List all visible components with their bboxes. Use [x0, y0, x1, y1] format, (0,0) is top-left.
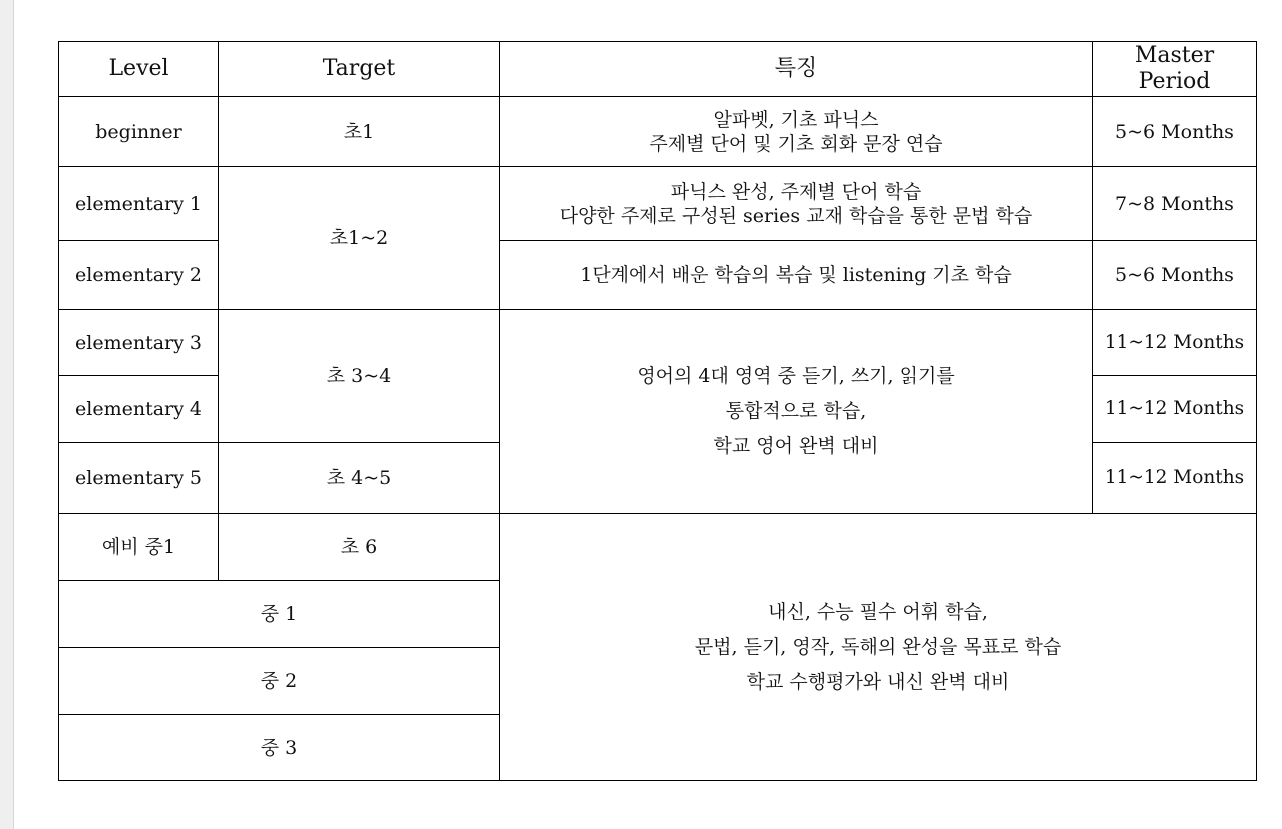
- feature-middle-line3: 학교 수행평가와 내신 완벽 대비: [746, 670, 1010, 693]
- header-level: Level: [59, 42, 219, 97]
- cell-feature-elementary-3-5: [500, 310, 1093, 514]
- cell-level-middle-3: 중 3: [59, 715, 500, 781]
- cell-period-elementary-4: 11~12 Months: [1093, 376, 1257, 443]
- header-period-line2: Period: [1138, 69, 1211, 94]
- table-row-beginner: [59, 97, 1257, 167]
- document-page: [14, 0, 1282, 829]
- feature-middle-line1: 내신, 수능 필수 어휘 학습,: [768, 600, 988, 623]
- cell-period-elementary-5: 11~12 Months: [1093, 443, 1257, 514]
- cell-level-beginner: beginner: [59, 97, 219, 167]
- cell-level-elementary-2: elementary 2: [59, 241, 219, 310]
- table-row-pre-middle-1: [59, 514, 1257, 581]
- cell-period-elementary-1: 7~8 Months: [1093, 167, 1257, 241]
- cell-level-elementary-1: elementary 1: [59, 167, 219, 241]
- cell-level-middle-2: 중 2: [59, 648, 500, 715]
- curriculum-table: [58, 41, 1257, 781]
- header-feature: 특징: [500, 42, 1093, 97]
- feature-elementary-3-5-line2: 통합적으로 학습,: [725, 400, 867, 422]
- cell-level-elementary-5: elementary 5: [59, 443, 219, 514]
- cell-target-pre-middle-1: 초 6: [219, 514, 500, 581]
- cell-target-elementary-1-2: 초1~2: [219, 167, 500, 310]
- table-row-elementary-1: [59, 167, 1257, 241]
- table-row-elementary-3: [59, 310, 1257, 376]
- cell-target-elementary-5: 초 4~5: [219, 443, 500, 514]
- header-master-period: [1093, 42, 1257, 97]
- cell-feature-elementary-1: [500, 167, 1093, 241]
- cell-period-elementary-3: 11~12 Months: [1093, 310, 1257, 376]
- table-header-row: [59, 42, 1257, 97]
- cell-level-pre-middle-1: 예비 중1: [59, 514, 219, 581]
- left-margin-bar: [0, 0, 14, 829]
- feature-elementary-1-line2: 다양한 주제로 구성된 series 교재 학습을 통한 문법 학습: [559, 204, 1033, 227]
- cell-feature-middle: [500, 514, 1257, 781]
- feature-beginner-line1: 알파벳, 기초 파닉스: [713, 108, 879, 131]
- cell-level-elementary-4: elementary 4: [59, 376, 219, 443]
- header-target: Target: [219, 42, 500, 97]
- cell-level-elementary-3: elementary 3: [59, 310, 219, 376]
- feature-elementary-3-5-line1: 영어의 4대 영역 중 듣기, 쓰기, 읽기를: [637, 365, 955, 387]
- feature-beginner-line2: 주제별 단어 및 기초 회화 문장 연습: [649, 132, 943, 155]
- feature-elementary-3-5-line3: 학교 영어 완벽 대비: [713, 435, 879, 457]
- feature-elementary-1-line1: 파닉스 완성, 주제별 단어 학습: [670, 180, 922, 203]
- cell-period-beginner: 5~6 Months: [1093, 97, 1257, 167]
- feature-middle-line2: 문법, 듣기, 영작, 독해의 완성을 목표로 학습: [694, 635, 1062, 658]
- header-period-line1: Master: [1134, 43, 1215, 68]
- cell-target-beginner: 초1: [219, 97, 500, 167]
- cell-feature-elementary-2: 1단계에서 배운 학습의 복습 및 listening 기초 학습: [500, 241, 1093, 310]
- cell-period-elementary-2: 5~6 Months: [1093, 241, 1257, 310]
- cell-feature-beginner: [500, 97, 1093, 167]
- cell-target-elementary-3-4: 초 3~4: [219, 310, 500, 443]
- cell-level-middle-1: 중 1: [59, 581, 500, 648]
